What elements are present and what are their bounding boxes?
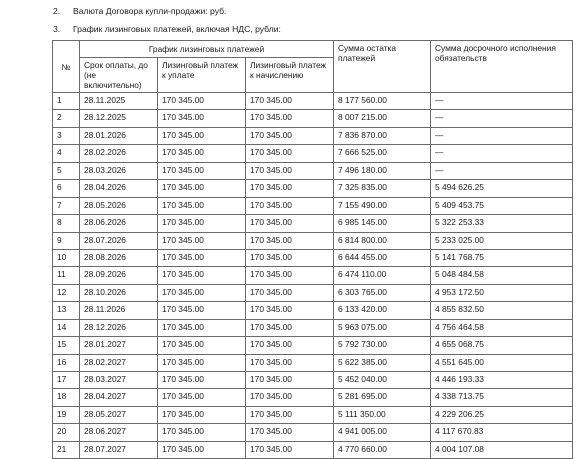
remaining-sum: 4 770 660.00 [334, 441, 431, 458]
due-date: 28.03.2027 [80, 372, 158, 389]
payment-due: 170 345.00 [158, 145, 246, 162]
row-number: 18 [53, 389, 80, 406]
early-settlement-sum: 5 322 253.33 [431, 215, 573, 232]
table-row [53, 249, 573, 266]
early-settlement-sum: 4 551 645.00 [431, 354, 573, 371]
payment-accrual: 170 345.00 [246, 249, 334, 266]
row-number: 21 [53, 441, 80, 458]
table-row [53, 354, 573, 371]
early-settlement-sum: — [431, 93, 573, 110]
remaining-sum: 7 496 180.00 [334, 162, 431, 179]
header-payment-accrual: Лизинговый платеж к начислению [246, 58, 334, 93]
remaining-sum: 5 963 075.00 [334, 319, 431, 336]
payment-due: 170 345.00 [158, 424, 246, 441]
table-row [53, 406, 573, 423]
table-row [53, 372, 573, 389]
table-row [53, 319, 573, 336]
header-early-settlement: Сумма досрочного исполнения обязательств [431, 41, 573, 93]
early-settlement-sum: — [431, 145, 573, 162]
table-row [53, 302, 573, 319]
row-number: 13 [53, 302, 80, 319]
early-settlement-sum: 5 494 626.25 [431, 180, 573, 197]
payment-accrual: 170 345.00 [246, 337, 334, 354]
header-remaining-sum: Сумма остатка платежей [334, 41, 431, 93]
due-date: 28.11.2026 [80, 302, 158, 319]
clause-number: 2. [53, 6, 61, 16]
payment-accrual: 170 345.00 [246, 441, 334, 458]
payment-accrual: 170 345.00 [246, 319, 334, 336]
payment-due: 170 345.00 [158, 93, 246, 110]
remaining-sum: 7 836 870.00 [334, 127, 431, 144]
remaining-sum: 5 622 385.00 [334, 354, 431, 371]
payment-due: 170 345.00 [158, 319, 246, 336]
payment-due: 170 345.00 [158, 249, 246, 266]
payment-due: 170 345.00 [158, 337, 246, 354]
row-number: 10 [53, 249, 80, 266]
due-date: 28.03.2026 [80, 162, 158, 179]
payment-accrual: 170 345.00 [246, 232, 334, 249]
remaining-sum: 5 792 730.00 [334, 337, 431, 354]
due-date: 28.12.2026 [80, 319, 158, 336]
payment-due: 170 345.00 [158, 406, 246, 423]
early-settlement-sum: 4 446 193.33 [431, 372, 573, 389]
clause-number: 3. [53, 24, 61, 34]
payment-due: 170 345.00 [158, 354, 246, 371]
row-number: 1 [53, 93, 80, 110]
due-date: 28.08.2026 [80, 249, 158, 266]
clause-currency [53, 6, 226, 16]
payment-accrual: 170 345.00 [246, 215, 334, 232]
remaining-sum: 6 644 455.00 [334, 249, 431, 266]
payment-accrual: 170 345.00 [246, 127, 334, 144]
payment-due: 170 345.00 [158, 441, 246, 458]
clause-text: Валюта Договора купли-продажи: руб. [73, 6, 227, 16]
due-date: 28.07.2027 [80, 441, 158, 458]
table-row [53, 441, 573, 458]
row-number: 19 [53, 406, 80, 423]
remaining-sum: 7 325 835.00 [334, 180, 431, 197]
due-date: 28.01.2026 [80, 127, 158, 144]
row-number: 20 [53, 424, 80, 441]
table-row [53, 197, 573, 214]
payment-due: 170 345.00 [158, 180, 246, 197]
leasing-schedule-table [52, 40, 573, 459]
remaining-sum: 8 177 560.00 [334, 93, 431, 110]
early-settlement-sum: 4 855 832.50 [431, 302, 573, 319]
payment-accrual: 170 345.00 [246, 110, 334, 127]
row-number: 11 [53, 267, 80, 284]
payment-accrual: 170 345.00 [246, 162, 334, 179]
table-row [53, 389, 573, 406]
row-number: 7 [53, 197, 80, 214]
due-date: 28.06.2026 [80, 215, 158, 232]
table-row [53, 337, 573, 354]
due-date: 28.02.2027 [80, 354, 158, 371]
table-row [53, 110, 573, 127]
payment-due: 170 345.00 [158, 389, 246, 406]
due-date: 28.07.2026 [80, 232, 158, 249]
due-date: 28.04.2026 [80, 180, 158, 197]
remaining-sum: 5 111 350.00 [334, 406, 431, 423]
due-date: 28.06.2027 [80, 424, 158, 441]
payment-accrual: 170 345.00 [246, 267, 334, 284]
early-settlement-sum: — [431, 110, 573, 127]
remaining-sum: 6 474 110.00 [334, 267, 431, 284]
due-date: 28.05.2026 [80, 197, 158, 214]
clause-text: График лизинговых платежей, включая НДС, рубли: [73, 24, 281, 34]
remaining-sum: 5 452 040.00 [334, 372, 431, 389]
payment-accrual: 170 345.00 [246, 424, 334, 441]
header-payment-schedule: График лизинговых платежей [80, 41, 334, 58]
early-settlement-sum: 5 048 484.58 [431, 267, 573, 284]
payment-accrual: 170 345.00 [246, 284, 334, 301]
remaining-sum: 7 666 525.00 [334, 145, 431, 162]
row-number: 15 [53, 337, 80, 354]
table-row [53, 232, 573, 249]
payment-due: 170 345.00 [158, 162, 246, 179]
payment-accrual: 170 345.00 [246, 197, 334, 214]
row-number: 17 [53, 372, 80, 389]
remaining-sum: 6 303 765.00 [334, 284, 431, 301]
row-number: 9 [53, 232, 80, 249]
payment-due: 170 345.00 [158, 197, 246, 214]
remaining-sum: 5 281 695.00 [334, 389, 431, 406]
table-row [53, 127, 573, 144]
payment-due: 170 345.00 [158, 372, 246, 389]
payment-accrual: 170 345.00 [246, 372, 334, 389]
table-row [53, 145, 573, 162]
due-date: 28.09.2026 [80, 267, 158, 284]
early-settlement-sum: 4 229 206.25 [431, 406, 573, 423]
due-date: 28.04.2027 [80, 389, 158, 406]
remaining-sum: 7 155 490.00 [334, 197, 431, 214]
row-number: 5 [53, 162, 80, 179]
payment-due: 170 345.00 [158, 302, 246, 319]
payment-accrual: 170 345.00 [246, 302, 334, 319]
remaining-sum: 6 133 420.00 [334, 302, 431, 319]
early-settlement-sum: 4 004 107.08 [431, 441, 573, 458]
payment-due: 170 345.00 [158, 127, 246, 144]
payment-due: 170 345.00 [158, 267, 246, 284]
remaining-sum: 6 814 800.00 [334, 232, 431, 249]
payment-accrual: 170 345.00 [246, 93, 334, 110]
table-row [53, 284, 573, 301]
due-date: 28.12.2025 [80, 110, 158, 127]
row-number: 14 [53, 319, 80, 336]
payment-accrual: 170 345.00 [246, 180, 334, 197]
row-number: 2 [53, 110, 80, 127]
early-settlement-sum: 4 655 068.75 [431, 337, 573, 354]
early-settlement-sum: 4 756 464.58 [431, 319, 573, 336]
row-number: 12 [53, 284, 80, 301]
remaining-sum: 6 985 145.00 [334, 215, 431, 232]
header-number: № [53, 41, 80, 93]
due-date: 28.10.2026 [80, 284, 158, 301]
header-payment-due: Лизинговый платеж к уплате [158, 58, 246, 93]
table-row [53, 93, 573, 110]
table-row [53, 162, 573, 179]
row-number: 8 [53, 215, 80, 232]
due-date: 28.11.2025 [80, 93, 158, 110]
early-settlement-sum: 5 409 453.75 [431, 197, 573, 214]
early-settlement-sum: 4 338 713.75 [431, 389, 573, 406]
payment-due: 170 345.00 [158, 232, 246, 249]
payment-accrual: 170 345.00 [246, 406, 334, 423]
due-date: 28.02.2026 [80, 145, 158, 162]
payment-due: 170 345.00 [158, 215, 246, 232]
early-settlement-sum: — [431, 162, 573, 179]
table-row [53, 267, 573, 284]
payment-accrual: 170 345.00 [246, 389, 334, 406]
row-number: 6 [53, 180, 80, 197]
early-settlement-sum: 5 233 025.00 [431, 232, 573, 249]
due-date: 28.01.2027 [80, 337, 158, 354]
table-row [53, 180, 573, 197]
header-due-date: Срок оплаты, до (не включительно) [80, 58, 158, 93]
remaining-sum: 8 007 215.00 [334, 110, 431, 127]
payment-due: 170 345.00 [158, 110, 246, 127]
table-row [53, 215, 573, 232]
row-number: 4 [53, 145, 80, 162]
clause-schedule [53, 24, 281, 34]
table-row [53, 424, 573, 441]
payment-due: 170 345.00 [158, 284, 246, 301]
remaining-sum: 4 941 005.00 [334, 424, 431, 441]
early-settlement-sum: 4 117 670.83 [431, 424, 573, 441]
payment-accrual: 170 345.00 [246, 354, 334, 371]
early-settlement-sum: 4 953 172.50 [431, 284, 573, 301]
table-body [53, 93, 573, 459]
payment-accrual: 170 345.00 [246, 145, 334, 162]
row-number: 3 [53, 127, 80, 144]
row-number: 16 [53, 354, 80, 371]
early-settlement-sum: — [431, 127, 573, 144]
early-settlement-sum: 5 141 768.75 [431, 249, 573, 266]
due-date: 28.05.2027 [80, 406, 158, 423]
